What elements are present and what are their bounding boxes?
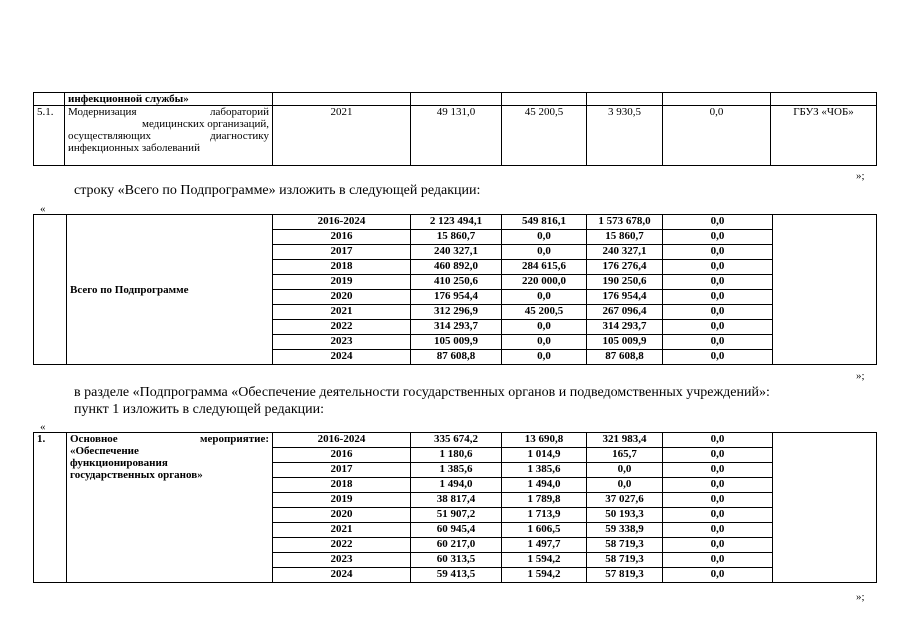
value-cell: 0,0 xyxy=(502,350,587,365)
value-cell: 13 690,8 xyxy=(502,433,587,448)
measure-name-line: медицинских организаций, xyxy=(141,118,269,130)
value-cell: 314 293,7 xyxy=(587,320,663,335)
value-cell: 0,0 xyxy=(663,463,773,478)
value-cell: 2 123 494,1 xyxy=(411,215,502,230)
measure-name-word: лабораторий xyxy=(209,106,269,118)
value-cell: 1 385,6 xyxy=(411,463,502,478)
carry-over-text: инфекционной службы» xyxy=(65,93,273,106)
value-cell: 60 217,0 xyxy=(411,538,502,553)
value-cell: 0,0 xyxy=(502,335,587,350)
year-cell: 2017 xyxy=(273,463,411,478)
value-cell: 3 930,5 xyxy=(587,106,663,166)
total-table xyxy=(33,214,877,365)
value-cell: 87 608,8 xyxy=(411,350,502,365)
value-cell: 460 892,0 xyxy=(411,260,502,275)
year-cell: 2016-2024 xyxy=(273,433,411,448)
value-cell: 190 250,6 xyxy=(587,275,663,290)
total-label: Всего по Подпрограмме xyxy=(70,283,189,296)
value-cell: 267 096,4 xyxy=(587,305,663,320)
instruction-paragraph: пункт 1 изложить в следующей редакции: xyxy=(74,402,324,417)
value-cell: 0,0 xyxy=(663,290,773,305)
value-cell: 0,0 xyxy=(663,245,773,260)
value-cell: 1 497,7 xyxy=(502,538,587,553)
year-cell: 2021 xyxy=(273,106,411,166)
value-cell: 1 494,0 xyxy=(502,478,587,493)
table-row xyxy=(34,433,877,448)
value-cell: 0,0 xyxy=(663,433,773,448)
value-cell: 0,0 xyxy=(663,106,771,166)
value-cell: 51 907,2 xyxy=(411,508,502,523)
value-cell: 38 817,4 xyxy=(411,493,502,508)
table-row xyxy=(34,215,877,230)
value-cell: 1 573 678,0 xyxy=(587,215,663,230)
value-cell: 1 385,6 xyxy=(502,463,587,478)
top-table xyxy=(33,92,877,166)
item-name-line: функционирования xyxy=(70,457,168,469)
opening-quote-mark: « xyxy=(40,203,46,215)
value-cell: 87 608,8 xyxy=(587,350,663,365)
number-cell xyxy=(34,433,67,583)
value-cell: 0,0 xyxy=(502,230,587,245)
value-cell: 0,0 xyxy=(502,320,587,335)
instruction-paragraph: строку «Всего по Подпрограмме» изложить в следующей редакции: xyxy=(74,183,481,198)
value-cell: 220 000,0 xyxy=(502,275,587,290)
measure-name-line: осуществляющих диагностику xyxy=(68,130,269,142)
value-cell: 0,0 xyxy=(502,290,587,305)
year-cell: 2020 xyxy=(273,290,411,305)
value-cell: 45 200,5 xyxy=(502,106,587,166)
value-cell: 105 009,9 xyxy=(587,335,663,350)
measure-name-word: Модернизация xyxy=(68,106,137,118)
value-cell: 0,0 xyxy=(663,305,773,320)
value-cell: 0,0 xyxy=(502,245,587,260)
value-cell: 240 327,1 xyxy=(411,245,502,260)
year-cell: 2022 xyxy=(273,320,411,335)
label-cell xyxy=(67,215,273,365)
value-cell: 0,0 xyxy=(663,350,773,365)
value-cell: 176 276,4 xyxy=(587,260,663,275)
item-name-line: Основное мероприятие: xyxy=(70,433,269,445)
value-cell: 0,0 xyxy=(663,538,773,553)
value-cell: 312 296,9 xyxy=(411,305,502,320)
value-cell: 165,7 xyxy=(587,448,663,463)
measure-name-line: инфекционных заболеваний xyxy=(68,142,200,154)
year-cell: 2023 xyxy=(273,553,411,568)
value-cell: 176 954,4 xyxy=(587,290,663,305)
value-cell: 0,0 xyxy=(587,463,663,478)
executor-cell: ГБУЗ «ЧОБ» xyxy=(771,106,877,166)
value-cell: 321 983,4 xyxy=(587,433,663,448)
value-cell: 0,0 xyxy=(663,275,773,290)
value-cell: 284 615,6 xyxy=(502,260,587,275)
value-cell: 0,0 xyxy=(663,230,773,245)
value-cell: 45 200,5 xyxy=(502,305,587,320)
value-cell: 37 027,6 xyxy=(587,493,663,508)
value-cell: 0,0 xyxy=(663,320,773,335)
item-name-line: «Обеспечение xyxy=(70,445,139,457)
value-cell: 410 250,6 xyxy=(411,275,502,290)
value-cell: 59 413,5 xyxy=(411,568,502,583)
value-cell: 50 193,3 xyxy=(587,508,663,523)
year-cell: 2024 xyxy=(273,350,411,365)
closing-quote-mark: »; xyxy=(856,370,865,382)
value-cell: 58 719,3 xyxy=(587,553,663,568)
year-cell: 2022 xyxy=(273,538,411,553)
item-number: 1. xyxy=(37,433,46,445)
executor-cell xyxy=(773,433,877,583)
value-cell: 60 313,5 xyxy=(411,553,502,568)
value-cell: 240 327,1 xyxy=(587,245,663,260)
value-cell: 0,0 xyxy=(663,448,773,463)
measure-name-line xyxy=(68,106,269,118)
value-cell: 1 713,9 xyxy=(502,508,587,523)
value-cell: 1 594,2 xyxy=(502,568,587,583)
value-cell: 1 789,8 xyxy=(502,493,587,508)
value-cell: 0,0 xyxy=(663,493,773,508)
value-cell: 335 674,2 xyxy=(411,433,502,448)
value-cell: 60 945,4 xyxy=(411,523,502,538)
number-cell xyxy=(34,215,67,365)
year-cell: 2020 xyxy=(273,508,411,523)
value-cell: 1 594,2 xyxy=(502,553,587,568)
year-cell: 2019 xyxy=(273,493,411,508)
value-cell: 0,0 xyxy=(663,260,773,275)
year-cell: 2018 xyxy=(273,478,411,493)
instruction-paragraph: в разделе «Подпрограмма «Обеспечение деятельности государственных органов и подведомственных учреждений»: xyxy=(74,385,770,400)
value-cell: 105 009,9 xyxy=(411,335,502,350)
total-table-body xyxy=(34,215,877,365)
opening-quote-mark: « xyxy=(40,421,46,433)
value-cell: 15 860,7 xyxy=(587,230,663,245)
value-cell: 49 131,0 xyxy=(411,106,502,166)
value-cell: 1 014,9 xyxy=(502,448,587,463)
year-cell: 2024 xyxy=(273,568,411,583)
closing-quote-mark: »; xyxy=(856,591,865,603)
year-cell: 2016 xyxy=(273,448,411,463)
item-name-line: государственных органов» xyxy=(70,469,203,481)
value-cell: 549 816,1 xyxy=(502,215,587,230)
year-cell: 2023 xyxy=(273,335,411,350)
value-cell: 1 494,0 xyxy=(411,478,502,493)
value-cell: 0,0 xyxy=(587,478,663,493)
value-cell: 1 180,6 xyxy=(411,448,502,463)
value-cell: 58 719,3 xyxy=(587,538,663,553)
year-cell: 2021 xyxy=(273,305,411,320)
value-cell: 0,0 xyxy=(663,568,773,583)
year-cell: 2017 xyxy=(273,245,411,260)
value-cell: 0,0 xyxy=(663,215,773,230)
year-cell: 2021 xyxy=(273,523,411,538)
item-table xyxy=(33,432,877,583)
value-cell: 1 606,5 xyxy=(502,523,587,538)
item-table-body xyxy=(34,433,877,583)
row-number: 5.1. xyxy=(34,106,65,166)
value-cell: 0,0 xyxy=(663,335,773,350)
value-cell: 15 860,7 xyxy=(411,230,502,245)
value-cell: 176 954,4 xyxy=(411,290,502,305)
value-cell: 0,0 xyxy=(663,508,773,523)
value-cell: 0,0 xyxy=(663,523,773,538)
year-cell: 2019 xyxy=(273,275,411,290)
year-cell: 2018 xyxy=(273,260,411,275)
measure-name xyxy=(65,106,273,166)
value-cell: 314 293,7 xyxy=(411,320,502,335)
executor-cell xyxy=(773,215,877,365)
year-cell: 2016-2024 xyxy=(273,215,411,230)
value-cell: 0,0 xyxy=(663,478,773,493)
closing-quote-mark: »; xyxy=(856,170,865,182)
label-cell xyxy=(67,433,273,583)
value-cell: 0,0 xyxy=(663,553,773,568)
value-cell: 59 338,9 xyxy=(587,523,663,538)
value-cell: 57 819,3 xyxy=(587,568,663,583)
year-cell: 2016 xyxy=(273,230,411,245)
